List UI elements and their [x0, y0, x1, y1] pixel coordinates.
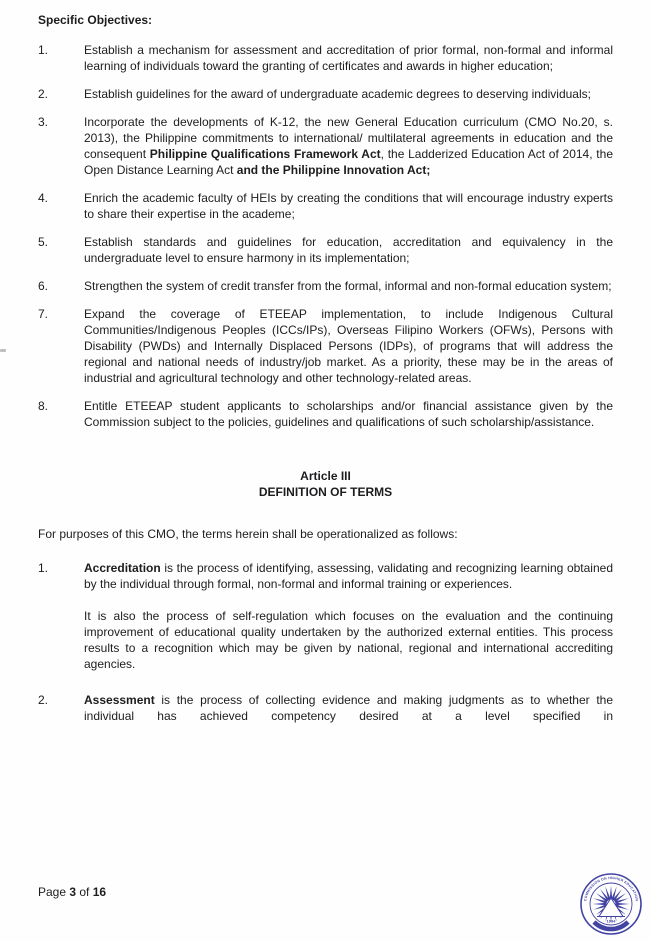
list-item	[38, 398, 613, 430]
item-number: 4.	[38, 191, 49, 205]
definition-paragraph: Accreditation is the process of identifying, assessing, validating and recognizing learning obtained by the individual through formal, non-formal and informal training or experiences.	[84, 561, 613, 591]
definitions-list	[38, 560, 613, 724]
item-text	[84, 560, 613, 672]
list-item	[38, 114, 613, 178]
seal-year: 1994	[606, 918, 616, 924]
item-text: Enrich the academic faculty of HEIs by creating the conditions that will encourage industry experts to share their expertise in the academe;	[84, 191, 613, 221]
page-number-total: 16	[92, 885, 107, 899]
item-text: Establish guidelines for the award of undergraduate academic degrees to deserving individuals;	[84, 87, 591, 101]
definition-paragraph: It is also the process of self-regulation which focuses on the evaluation and the continuing improvement of educational quality undertaken by the authorized external entities. This process results to a recognition which may be given by national, regional and international accrediting agencies.	[84, 609, 613, 671]
item-text	[84, 692, 613, 724]
list-item	[38, 306, 613, 386]
scan-artifact	[0, 349, 6, 352]
list-item	[38, 234, 613, 266]
item-text: Incorporate the developments of K-12, the new General Education curriculum (CMO No.20, s. 2013), the Philippine commitments to international/ multilateral agreements in education and the consequent Philippine Qualifications Framework Act, the Ladderized Education Act of 2014, the Open Distance Learning Act and the Philippine Innovation Act;	[84, 115, 613, 177]
list-item	[38, 692, 613, 724]
list-item	[38, 560, 613, 672]
seal-ring-text: COMMISSION ON HIGHER EDUCATION	[583, 875, 639, 902]
list-item	[38, 190, 613, 222]
definition-paragraph: Assessment is the process of collecting evidence and making judgments as to whether the individual has achieved competency desired at a level specified in	[84, 693, 613, 723]
item-number: 8.	[38, 399, 49, 413]
item-number: 2.	[38, 87, 49, 101]
page-number-prefix: Page	[38, 885, 70, 899]
item-text: Expand the coverage of ETEEAP implementation, to include Indigenous Cultural Communities/Indigenous Peoples (ICCs/IPs), Overseas Filipino Workers (OFWs), Persons with Disability (PWDs) and Internally Displaced Persons (IDPs), of programs that will address the regional and national needs of industry/job market. As a priority, these may be in the areas of industrial and agricultural technology and other technology-related areas.	[84, 307, 613, 385]
item-number: 1.	[38, 43, 49, 57]
item-number: 3.	[38, 115, 49, 129]
page-number-middle: of	[76, 885, 93, 899]
item-text: Establish standards and guidelines for education, accreditation and equivalency in the undergraduate level to ensure harmony in its implementation;	[84, 235, 613, 265]
page-number-current: 3	[69, 885, 77, 899]
item-number: 2.	[38, 693, 49, 707]
article-heading	[38, 468, 613, 500]
item-text: Establish a mechanism for assessment and accreditation of prior formal, non-formal and informal learning of individuals toward the granting of certificates and awards in higher education;	[84, 43, 613, 73]
article-title: Article III	[300, 469, 351, 483]
item-number: 5.	[38, 235, 49, 249]
item-number: 1.	[38, 561, 49, 575]
item-number: 7.	[38, 307, 49, 321]
list-item	[38, 278, 613, 294]
list-item	[38, 42, 613, 74]
objectives-list	[38, 42, 613, 430]
item-text: Entitle ETEEAP student applicants to scholarships and/or financial assistance given by the Commission subject to the policies, guidelines and qualifications of such scholarship/assistance.	[84, 399, 613, 429]
section-heading: Specific Objectives:	[38, 13, 153, 27]
item-number: 6.	[38, 279, 49, 293]
list-item	[38, 86, 613, 102]
item-text: Strengthen the system of credit transfer from the formal, informal and non-formal education system;	[84, 279, 612, 293]
intro-paragraph: For purposes of this CMO, the terms herein shall be operationalized as follows:	[38, 527, 458, 541]
ched-seal-icon	[579, 872, 643, 936]
article-subtitle: DEFINITION OF TERMS	[258, 485, 393, 499]
page-number	[38, 884, 106, 900]
